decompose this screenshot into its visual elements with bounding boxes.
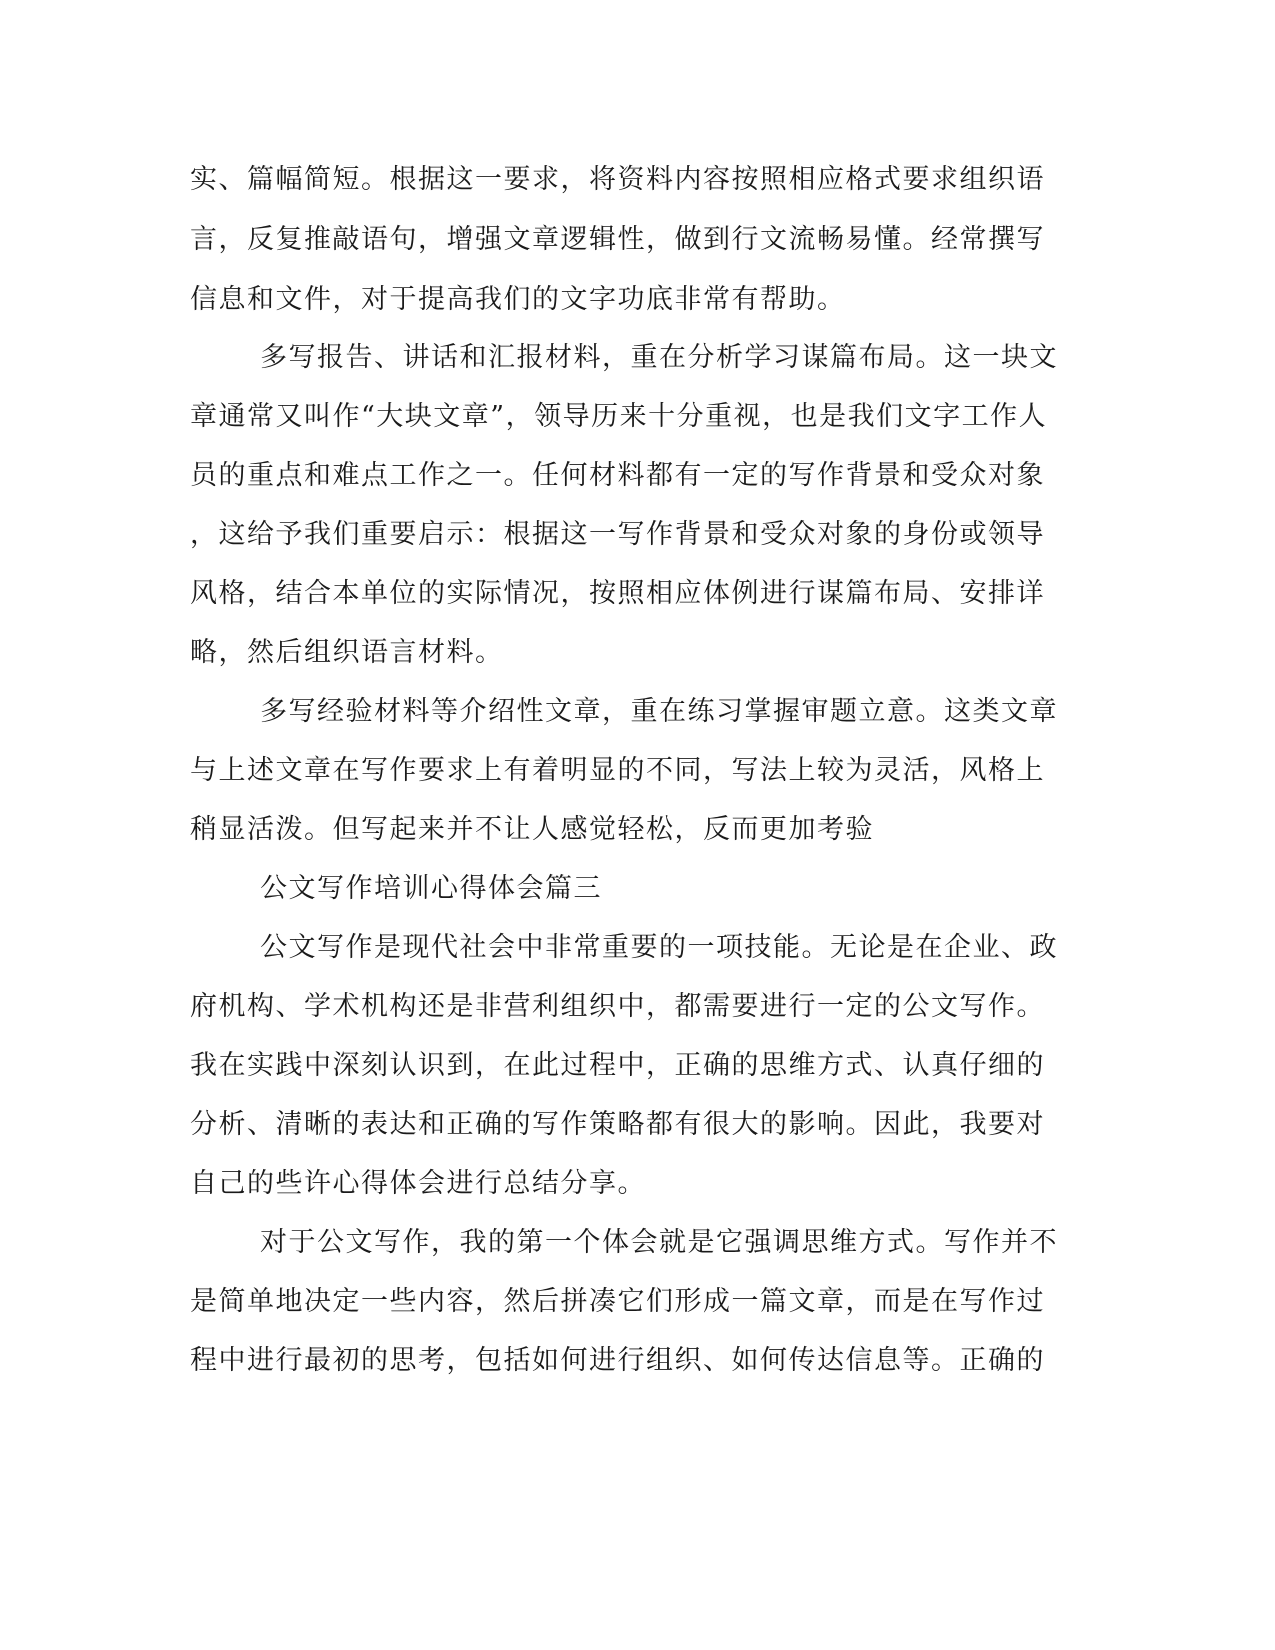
text-line: 府机构、学术机构还是非营利组织中，都需要进行一定的公文写作。 [190,991,1045,1022]
text-line: 风格，结合本单位的实际情况，按照相应体例进行谋篇布局、安排详 [190,578,1045,609]
text-line: ，这给予我们重要启示：根据这一写作背景和受众对象的身份或领导 [190,519,1045,550]
text-line: 程中进行最初的思考，包括如何进行组织、如何传达信息等。正确的 [190,1345,1045,1376]
text-line: 实、篇幅简短。根据这一要求，将资料内容按照相应格式要求组织语 [190,164,1045,195]
text-line: 章通常又叫作“大块文章”，领导历来十分重视，也是我们文字工作人 [190,401,1048,432]
text-line: 与上述文章在写作要求上有着明显的不同，写法上较为灵活，风格上 [190,755,1045,786]
paragraph-start-line: 公文写作是现代社会中非常重要的一项技能。无论是在企业、政 [260,932,1058,963]
text-line: 分析、清晰的表达和正确的写作策略都有很大的影响。因此，我要对 [190,1109,1045,1140]
paragraph-start-line: 对于公文写作，我的第一个体会就是它强调思维方式。写作并不 [260,1227,1058,1258]
text-line: 是简单地决定一些内容，然后拼凑它们形成一篇文章，而是在写作过 [190,1286,1045,1317]
text-line: 我在实践中深刻认识到，在此过程中，正确的思维方式、认真仔细的 [190,1050,1045,1081]
text-line: 自己的些许心得体会进行总结分享。 [190,1168,646,1199]
paragraph-start-line: 多写报告、讲话和汇报材料，重在分析学习谋篇布局。这一块文 [260,342,1058,373]
text-line: 信息和文件，对于提高我们的文字功底非常有帮助。 [190,284,846,315]
paragraph-start-line: 多写经验材料等介绍性文章，重在练习掌握审题立意。这类文章 [260,696,1058,727]
section-heading: 公文写作培训心得体会篇三 [260,873,602,904]
text-line: 言，反复推敲语句，增强文章逻辑性，做到行文流畅易懂。经常撰写 [190,224,1045,255]
text-line: 略，然后组织语言材料。 [190,637,504,668]
text-line: 员的重点和难点工作之一。任何材料都有一定的写作背景和受众对象 [190,460,1045,491]
text-line: 稍显活泼。但写起来并不让人感觉轻松，反而更加考验 [190,814,874,845]
